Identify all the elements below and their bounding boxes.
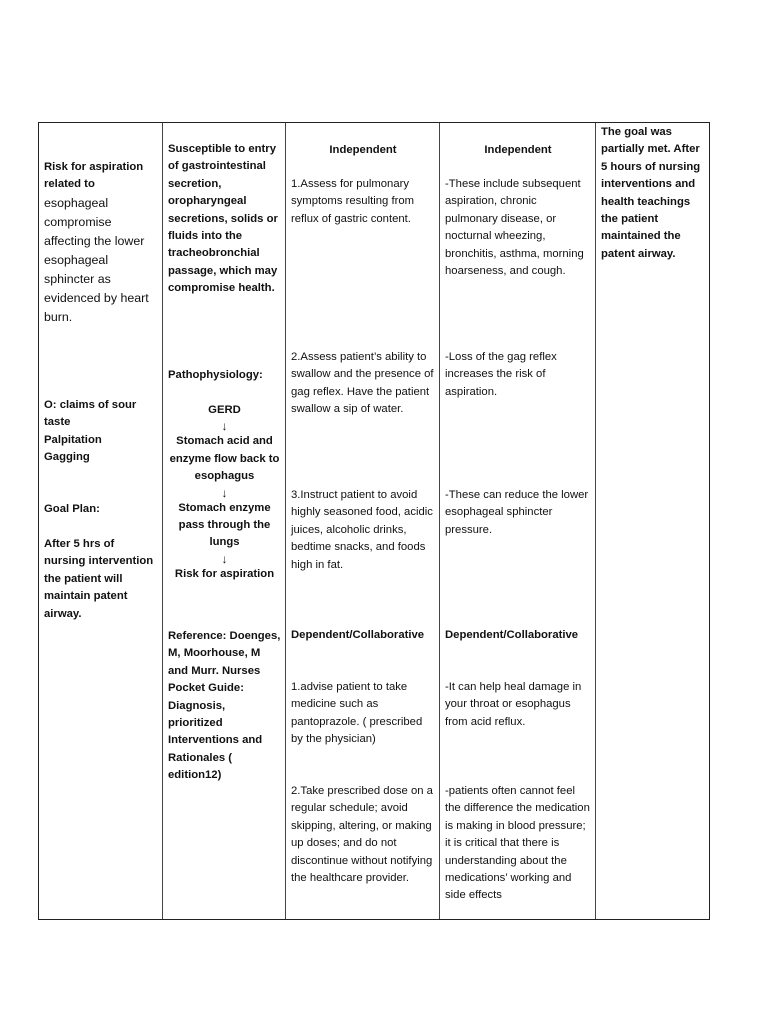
diagnosis-rest: esophageal compromise affecting the lower esophageal sphincter as evidenced by heart burn. bbox=[44, 195, 149, 324]
down-arrow-icon: ↓ bbox=[221, 485, 228, 500]
objective-data bbox=[44, 397, 158, 467]
intervention-item: 2.Assess patient’s ability to swallow and the presence of gag reflex. Have the patient swallow a sip of water. bbox=[291, 351, 434, 416]
evaluation-text: The goal was partially met. After 5 hours of nursing interventions and health teachings the patient maintained the patent airway. bbox=[601, 126, 701, 260]
rationale-column bbox=[440, 123, 596, 919]
flow-step: Stomach acid and enzyme flow back to esophagus bbox=[169, 435, 280, 483]
rationale-item: -Loss of the gag reflex increases the risk of aspiration. bbox=[445, 351, 557, 398]
dependent-header: Dependent/Collaborative bbox=[291, 629, 425, 641]
assessment-column bbox=[39, 123, 163, 919]
goal-title: Goal Plan: bbox=[44, 503, 100, 515]
flow-step: Stomach enzyme pass through the lungs bbox=[178, 501, 271, 549]
independent-header: Independent bbox=[329, 144, 397, 156]
dependent-item: 2.Take prescribed dose on a regular schedule; avoid skipping, altering, or making up doses; and do not discontinue without notifying the healthcare provider. bbox=[291, 785, 433, 885]
patho-flow bbox=[168, 402, 281, 583]
flow-step: GERD bbox=[208, 404, 241, 416]
rationale-item: -It can help heal damage in your throat or esophagus from acid reflux. bbox=[445, 681, 582, 728]
objective-line: Gagging bbox=[44, 451, 90, 464]
rationale-item: -These can reduce the lower esophageal sphincter pressure. bbox=[445, 489, 589, 536]
evaluation-column bbox=[596, 123, 709, 919]
intervention-column bbox=[286, 123, 440, 919]
down-arrow-icon: ↓ bbox=[221, 419, 228, 434]
definition-text: Susceptible to entry of gastrointestinal secretion, oropharyngeal secretions, solids or fluids into the tracheobronchial passage, which may compromise health. bbox=[168, 143, 278, 295]
intervention-item: 1.Assess for pulmonary symptoms resulting from reflux of gastric content. bbox=[291, 178, 415, 225]
intervention-item: 3.Instruct patient to avoid highly seasoned food, acidic juices, alcoholic drinks, bedtime snacks, and foods high in fat. bbox=[291, 489, 433, 571]
objective-line: O: claims of sour taste bbox=[44, 399, 137, 429]
independent-header: Independent bbox=[484, 144, 552, 156]
rationale-item: -patients often cannot feel the difference the medication is making in blood pressure; it is critical that there is understanding about the medications’ working and side effects bbox=[445, 785, 590, 902]
objective-line: Palpitation bbox=[44, 433, 102, 446]
dependent-header: Dependent/Collaborative bbox=[445, 629, 579, 641]
diagnosis-lead: Risk for aspiration related to bbox=[44, 161, 144, 191]
nursing-diagnosis bbox=[44, 159, 158, 327]
rationale-item: -These include subsequent aspiration, chronic pulmonary disease, or nocturnal wheezing, bronchitis, asthma, morning hoarseness, and cough. bbox=[445, 178, 584, 278]
definition-column bbox=[163, 123, 286, 919]
patho-title: Pathophysiology: bbox=[168, 369, 263, 381]
down-arrow-icon: ↓ bbox=[221, 551, 228, 566]
reference-text: Reference: Doenges, M, Moorhouse, M and Murr. Nurses Pocket Guide: Diagnosis, prioritized Interventions and Rationales ( edition12) bbox=[168, 630, 281, 782]
dependent-item: 1.advise patient to take medicine such as pantoprazole. ( prescribed by the physician) bbox=[291, 681, 423, 746]
goal-text: After 5 hrs of nursing intervention the patient will maintain patent airway. bbox=[44, 538, 154, 620]
care-plan-table bbox=[38, 122, 710, 920]
flow-step: Risk for aspiration bbox=[174, 567, 275, 580]
